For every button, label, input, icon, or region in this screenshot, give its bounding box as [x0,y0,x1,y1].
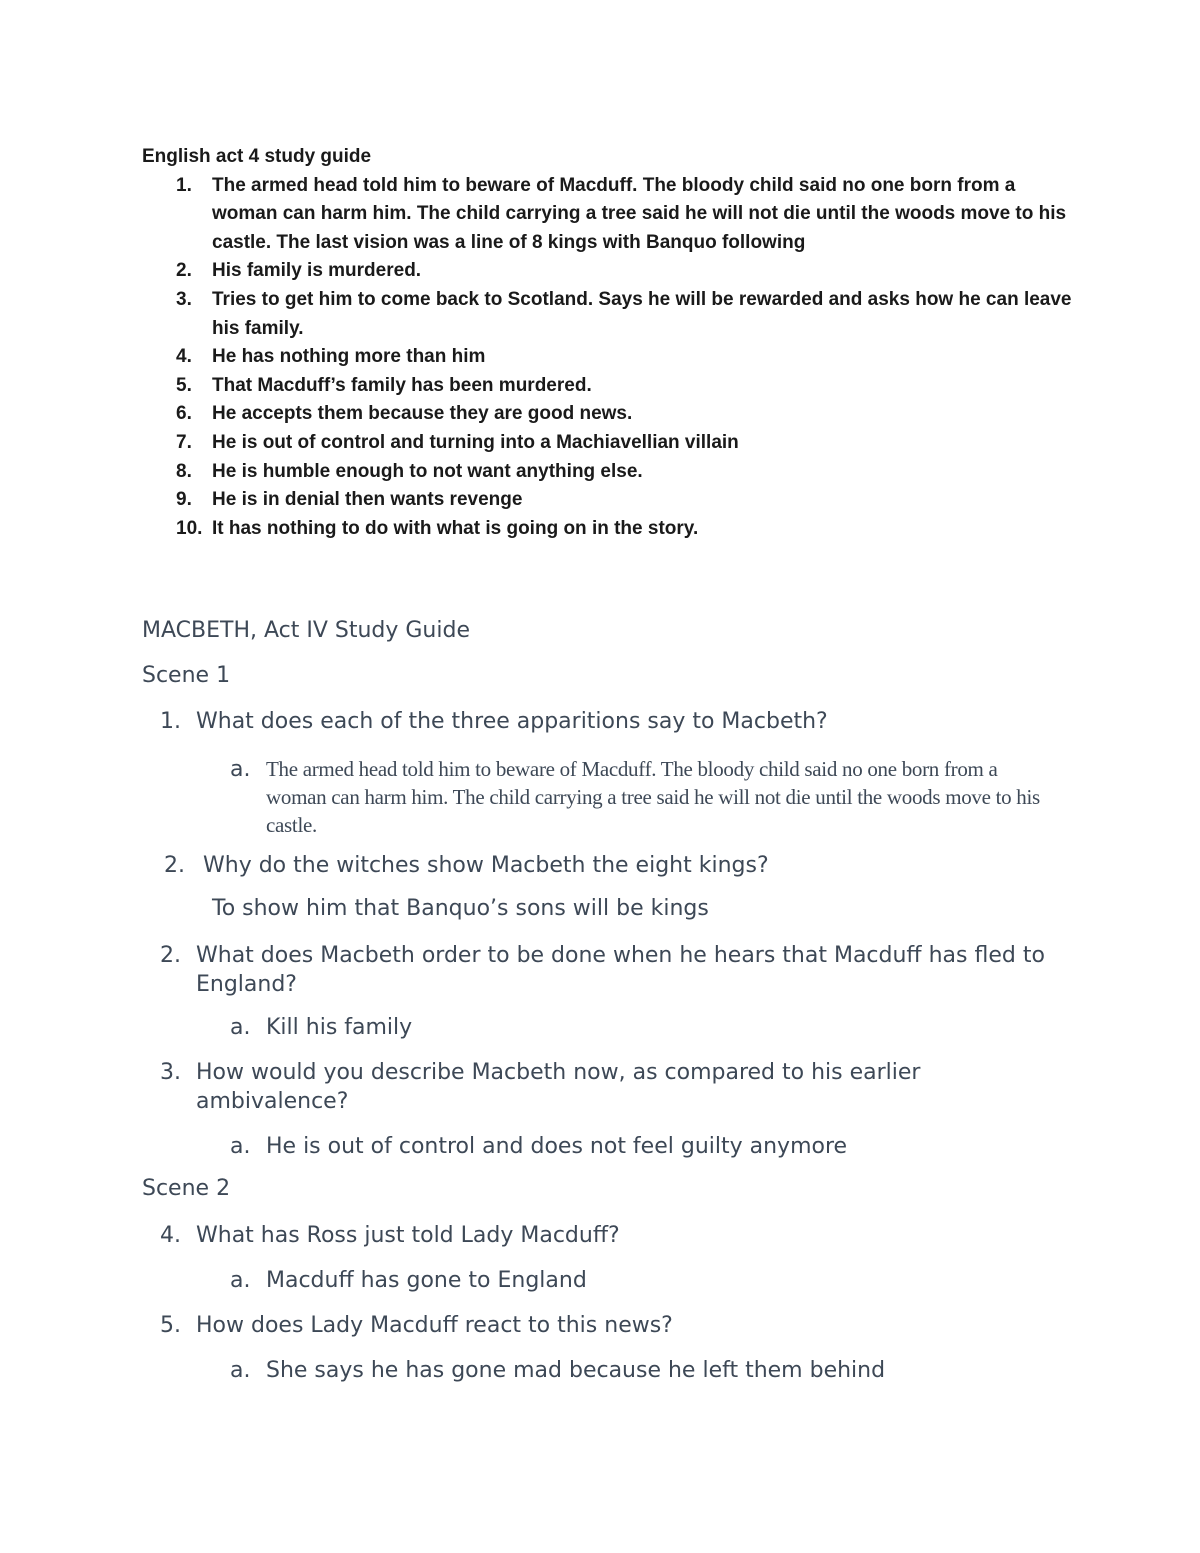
guide-title: MACBETH, Act IV Study Guide [142,618,470,643]
item-number: 6. [176,403,192,425]
list-item [142,400,1082,429]
list-item [142,172,1082,258]
list-item [142,486,1082,515]
question-text: Why do the witches show Macbeth the eight kings? [203,853,769,878]
list-item [142,429,1082,458]
list-item [142,515,1082,544]
answer-letter: a. [230,1268,251,1293]
list-item [142,257,1082,286]
item-text: He is out of control and turning into a Machiavellian villain [212,431,739,453]
item-text: He accepts them because they are good news. [212,403,633,425]
item-number: 5. [176,374,192,396]
answer-letter: a. [230,1015,251,1040]
item-number: 3. [176,288,192,310]
item-text: He is in denial then wants revenge [212,489,523,511]
item-number: 2. [176,260,192,282]
question-number: 1. [160,709,181,734]
answer [230,1013,1050,1042]
scene-heading: Scene 2 [142,1176,231,1201]
item-text: The armed head told him to beware of Macduff. The bloody child said no one born from a woman can harm him. The child carrying a tree said he will not die until the woods move to his castle. The last vision was a line of 8 kings with Banquo following [212,174,1067,253]
answer-text: The armed head told him to beware of Macduff. The bloody child said no one born from a woman can harm him. The child carrying a tree said he will not die until the woods move to his castle. [266,757,1040,837]
question-number: 3. [160,1060,181,1085]
scene-heading: Scene 1 [142,663,231,688]
question-text: How would you describe Macbeth now, as compared to his earlier ambivalence? [196,1060,921,1114]
item-number: 10. [176,517,203,539]
answer [230,1266,1050,1295]
section-title: English act 4 study guide [142,146,372,167]
question-text: What does Macbeth order to be done when he hears that Macduff has fled to England? [196,943,1045,997]
item-text: Tries to get him to come back to Scotland. Says he will be rewarded and asks how he can leave his family. [212,288,1072,339]
question-text: How does Lady Macduff react to this news? [196,1313,673,1338]
question [160,1221,1060,1250]
question-number: 2. [164,853,185,878]
item-text: That Macduff’s family has been murdered. [212,374,592,396]
answer-text: Kill his family [266,1015,413,1040]
item-text: His family is murdered. [212,260,422,282]
item-text: It has nothing to do with what is going on in the story. [212,517,699,539]
list-item [142,343,1082,372]
answer [230,755,1050,839]
item-text: He is humble enough to not want anything else. [212,460,643,482]
answer-text: Macduff has gone to England [266,1268,587,1293]
answer-text: She says he has gone mad because he left them behind [266,1358,886,1383]
question-number: 5. [160,1313,181,1338]
item-number: 9. [176,489,192,511]
answer-text: To show him that Banquo’s sons will be kings [212,896,709,921]
list-item [142,458,1082,487]
answer-letter: a. [230,1358,251,1383]
question [160,1058,1060,1116]
answer-letter: a. [230,1134,251,1159]
item-number: 4. [176,346,192,368]
question-text: What does each of the three apparitions say to Macbeth? [196,709,828,734]
question [164,851,1064,880]
answer [230,1356,1050,1385]
list-item [142,286,1082,343]
question [160,707,1060,736]
answer-text: He is out of control and does not feel guilty anymore [266,1134,848,1159]
question-number: 4. [160,1223,181,1248]
item-number: 7. [176,431,192,453]
question [160,1311,1060,1340]
question-text: What has Ross just told Lady Macduff? [196,1223,620,1248]
item-number: 8. [176,460,192,482]
answer [230,1132,1050,1161]
item-number: 1. [176,174,192,196]
answer-letter: a. [230,757,251,782]
item-text: He has nothing more than him [212,346,486,368]
short-answer-section [142,143,1082,543]
list-item [142,372,1082,401]
question [160,941,1060,999]
answer-list [142,172,1082,544]
question-number: 2. [160,943,181,968]
